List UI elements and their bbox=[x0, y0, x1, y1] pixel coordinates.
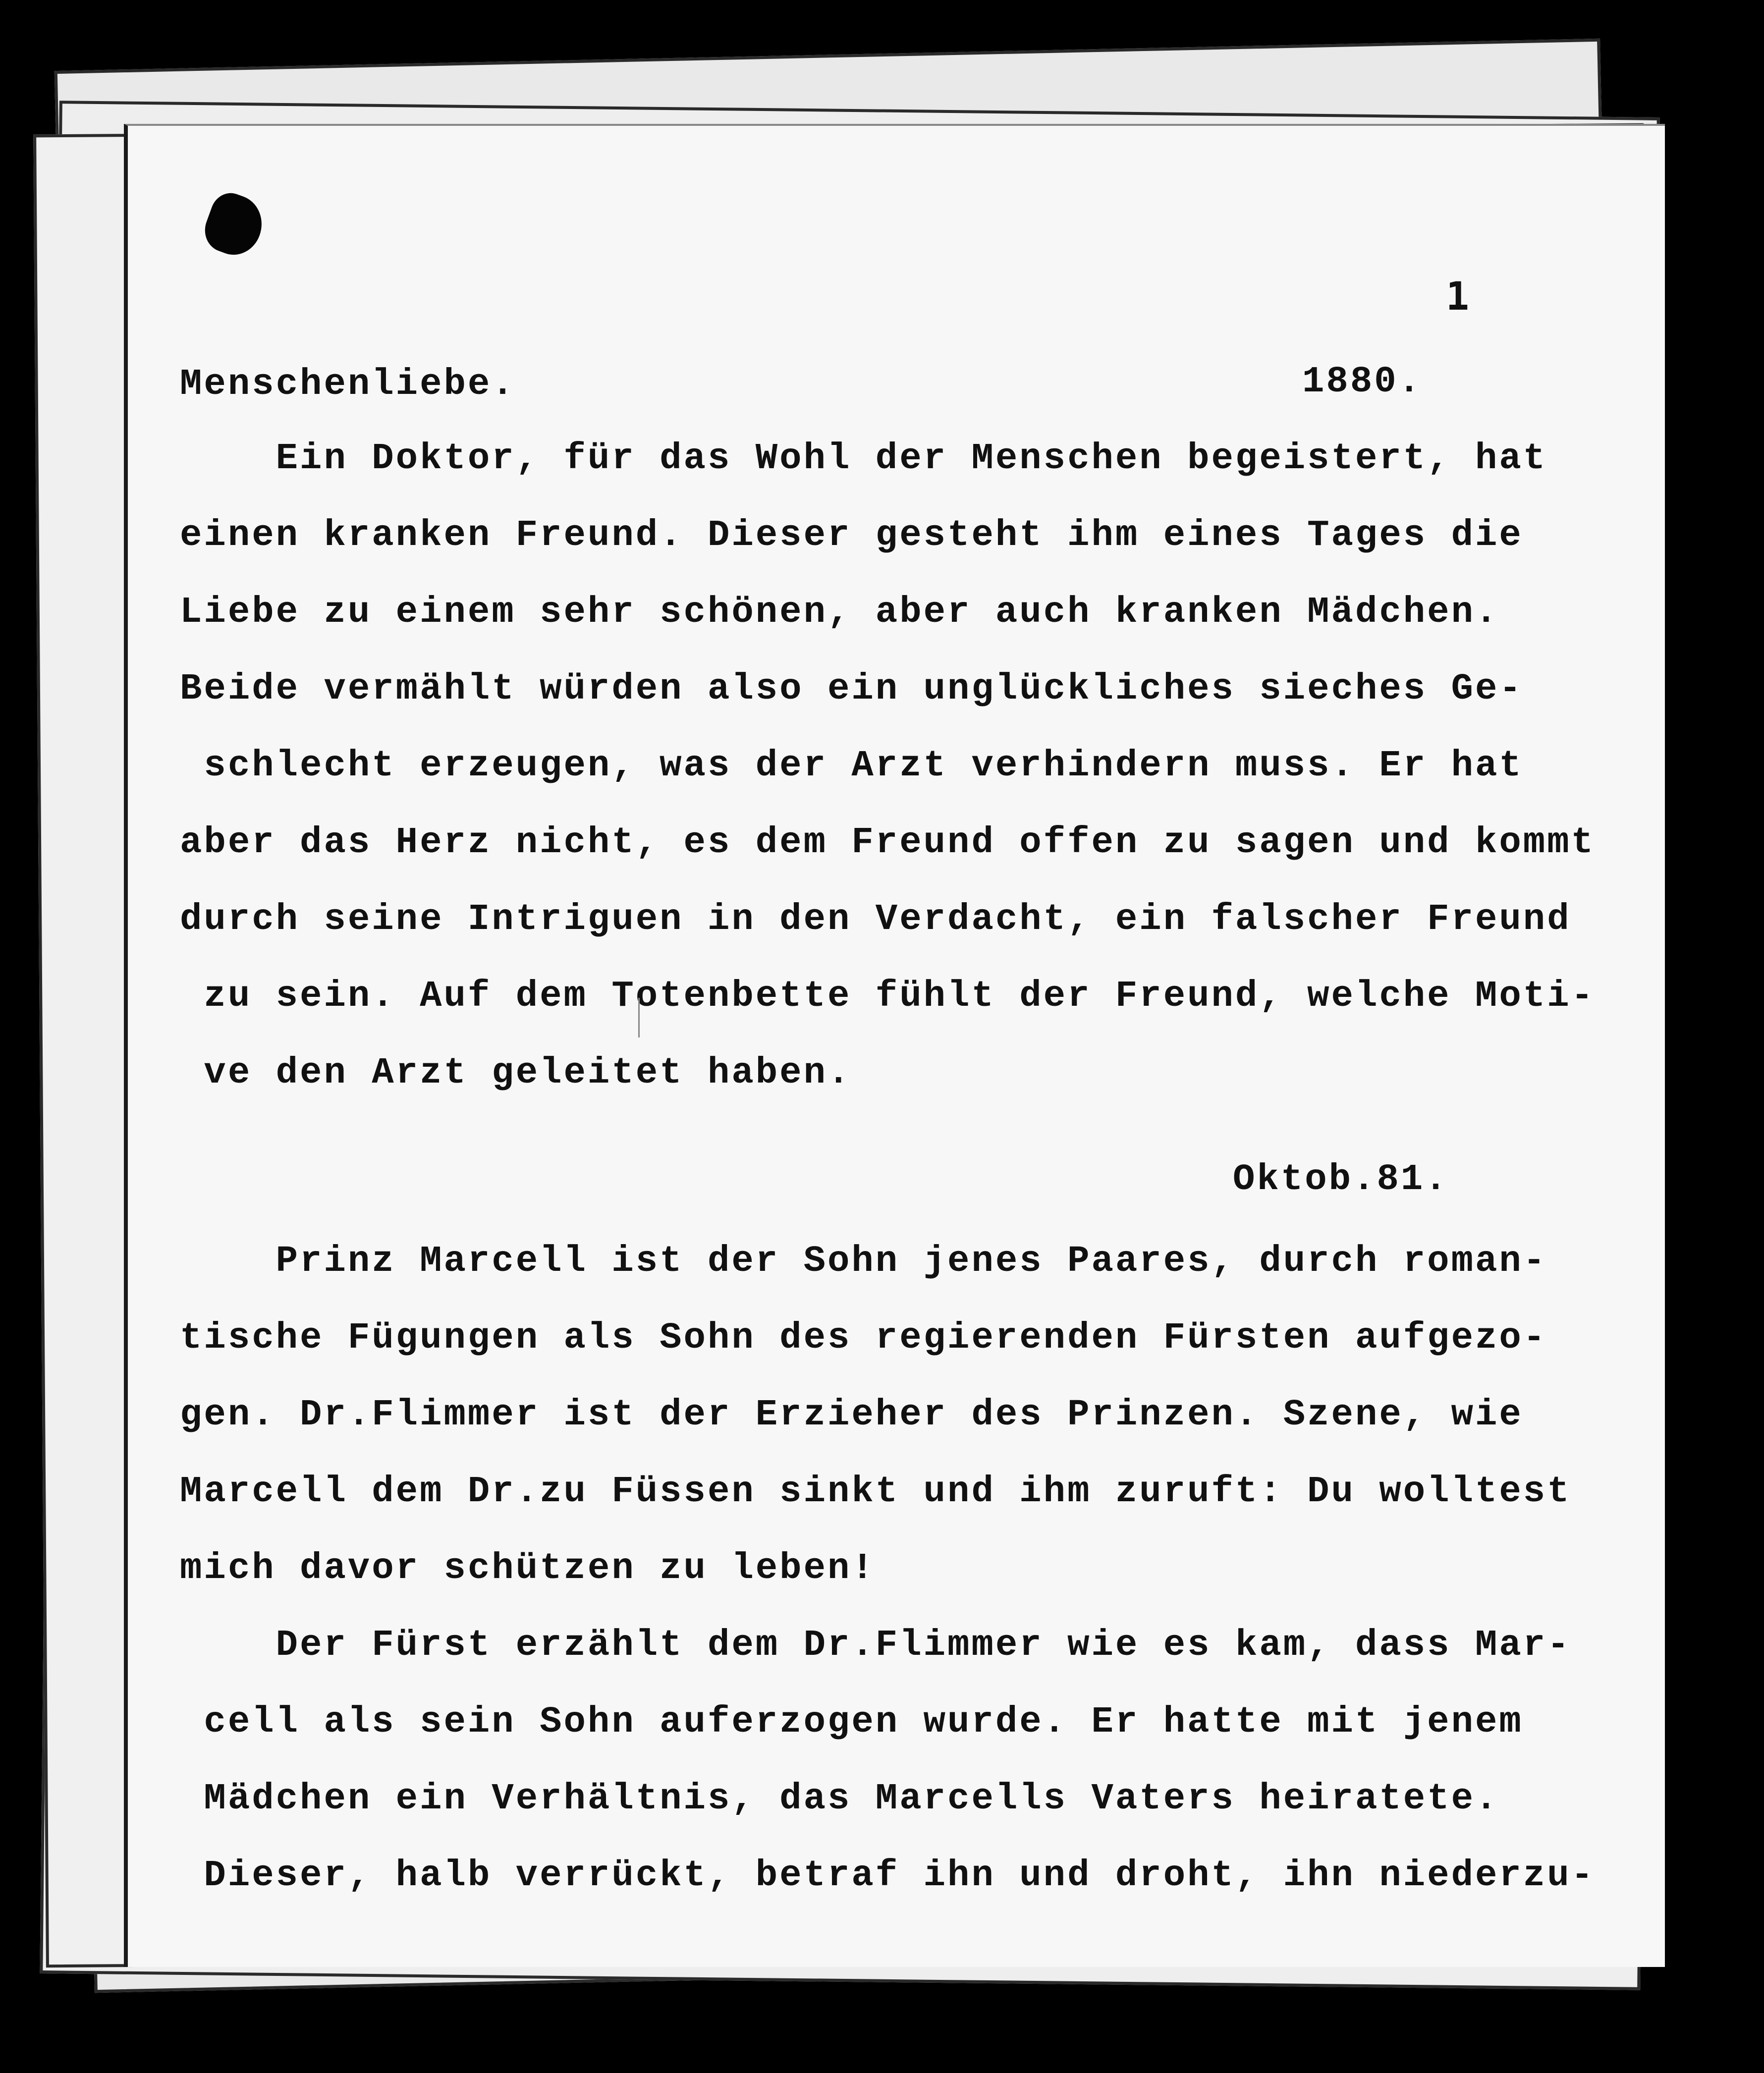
text-line: schlecht erzeugen, was der Arzt verhindern muss. Er hat bbox=[180, 745, 1523, 787]
text-line: mich davor schützen zu leben! bbox=[180, 1548, 876, 1589]
text-line: Prinz Marcell ist der Sohn jenes Paares, durch roman- bbox=[180, 1241, 1547, 1282]
text-line: Mädchen ein Verhältnis, das Marcells Vaters heiratete. bbox=[180, 1778, 1499, 1820]
section-date: 1880. bbox=[1302, 361, 1423, 403]
text-line: Dieser, halb verrückt, betraf ihn und droht, ihn niederzu- bbox=[180, 1855, 1596, 1897]
section-title: Menschenliebe. bbox=[180, 364, 516, 405]
text-line: cell als sein Sohn auferzogen wurde. Er hatte mit jenem bbox=[180, 1701, 1523, 1743]
pencil-mark bbox=[638, 998, 640, 1037]
text-line: Ein Doktor, für das Wohl der Menschen begeistert, hat bbox=[180, 438, 1547, 480]
page-number: 1 bbox=[1446, 274, 1469, 319]
typewritten-page bbox=[124, 124, 1665, 1967]
text-line: durch seine Intriguen in den Verdacht, ein falscher Freund bbox=[180, 899, 1571, 940]
section-date: Oktob.81. bbox=[1233, 1159, 1449, 1200]
text-line: ve den Arzt geleitet haben. bbox=[180, 1052, 852, 1094]
text-line: Der Fürst erzählt dem Dr.Flimmer wie es kam, dass Mar- bbox=[180, 1625, 1571, 1666]
text-line: zu sein. Auf dem Totenbette fühlt der Freund, welche Moti- bbox=[180, 976, 1596, 1017]
text-line: einen kranken Freund. Dieser gesteht ihm eines Tages die bbox=[180, 515, 1523, 556]
text-line: aber das Herz nicht, es dem Freund offen zu sagen und kommt bbox=[180, 822, 1596, 864]
text-line: Beide vermählt würden also ein unglückliches sieches Ge- bbox=[180, 668, 1523, 710]
text-line: Liebe zu einem sehr schönen, aber auch kranken Mädchen. bbox=[180, 592, 1499, 633]
torn-corner-mark bbox=[199, 188, 270, 262]
text-line: Marcell dem Dr.zu Füssen sinkt und ihm zuruft: Du wolltest bbox=[180, 1471, 1571, 1513]
text-line: gen. Dr.Flimmer ist der Erzieher des Prinzen. Szene, wie bbox=[180, 1394, 1523, 1436]
text-line: tische Fügungen als Sohn des regierenden Fürsten aufgezo- bbox=[180, 1317, 1547, 1359]
